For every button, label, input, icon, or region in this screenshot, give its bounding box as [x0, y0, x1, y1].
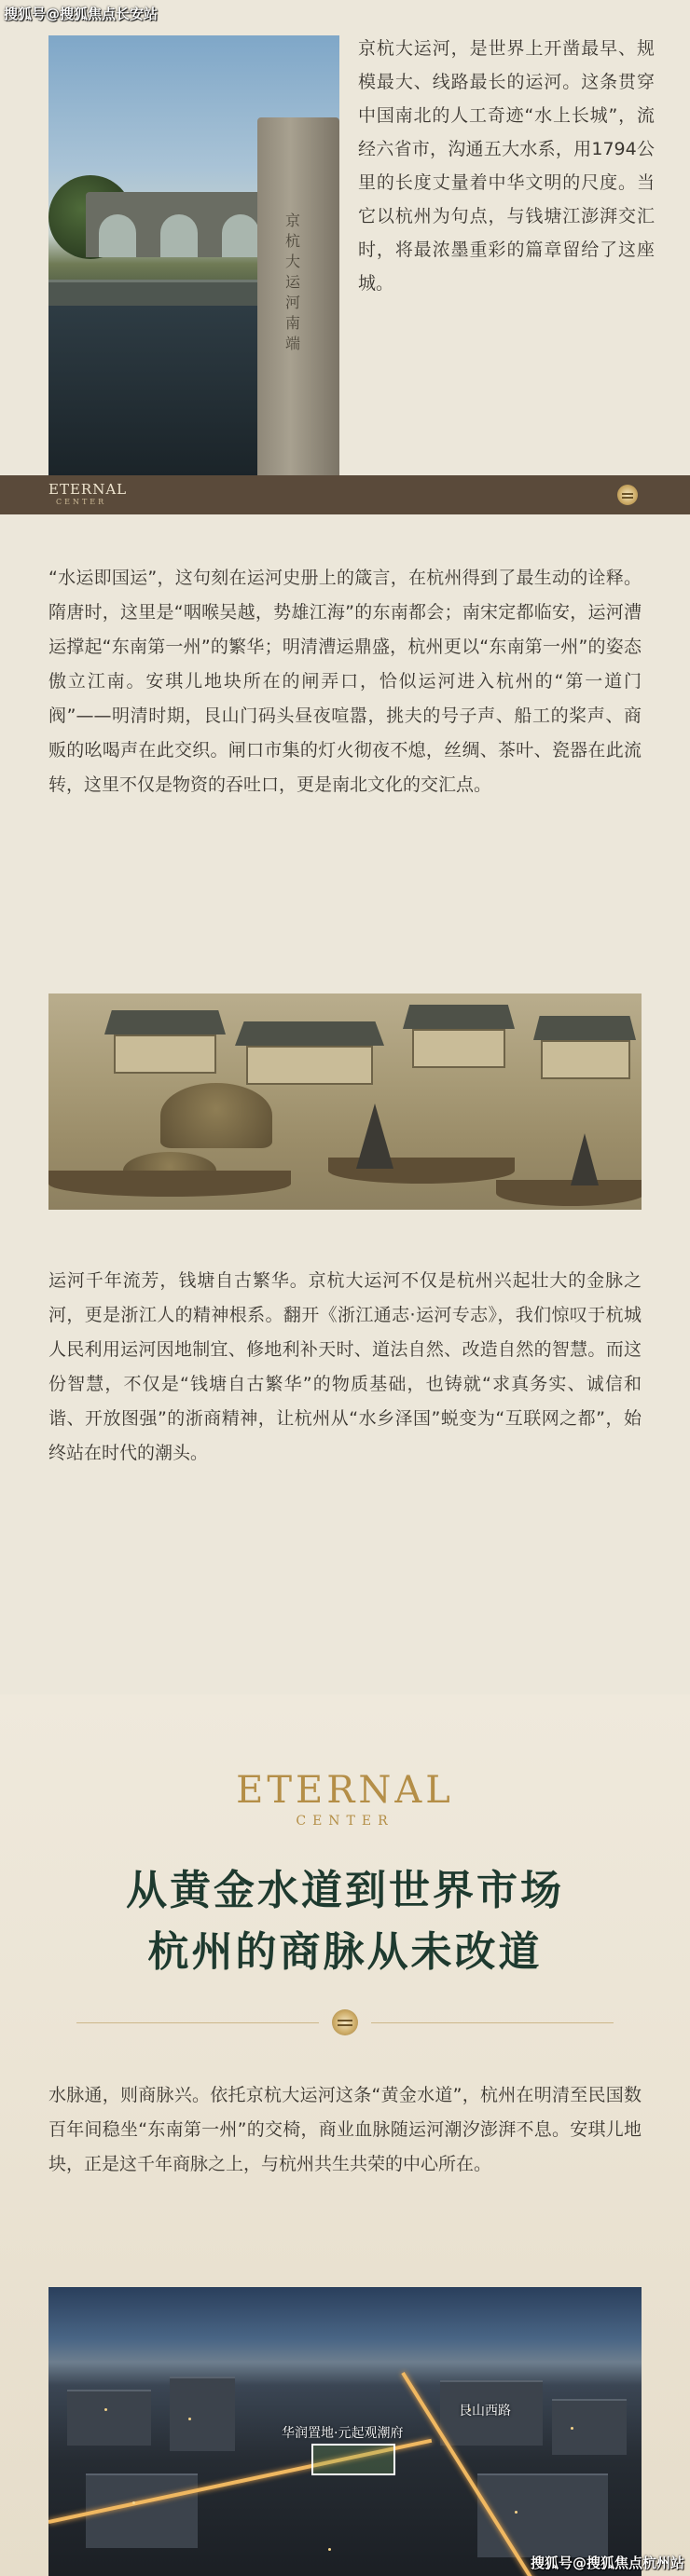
road-label: 艮山西路	[459, 2404, 511, 2418]
painting-roof	[533, 1016, 636, 1040]
watermark-top: 搜狐号@搜狐焦点长安站	[4, 6, 159, 22]
canal-stele-photo	[48, 35, 339, 475]
brand-bar	[0, 475, 690, 514]
stele-inscription: 京杭大运河南端	[285, 212, 301, 352]
headline-line-2: 杭州的商脉从未改道	[147, 1928, 543, 1976]
section-brand-sub: CENTER	[296, 1814, 394, 1829]
painting-house	[246, 1046, 373, 1085]
painting-house	[114, 1035, 216, 1074]
canal-painting	[48, 993, 642, 1210]
painting-sail	[356, 1103, 393, 1169]
painting-house	[541, 1040, 630, 1079]
city-aerial-photo	[48, 2287, 642, 2576]
divider-left	[76, 2022, 319, 2023]
painting-house	[412, 1029, 505, 1068]
section-emblem-icon	[332, 2009, 358, 2035]
project-site-marker	[311, 2444, 395, 2475]
painting-boat	[328, 1158, 515, 1184]
headline-line-1: 从黄金水道到世界市场	[126, 1867, 564, 1914]
intro-section	[0, 0, 690, 514]
painting-roof	[235, 1021, 384, 1046]
commerce-paragraph: 水脉通，则商脉兴。依托京杭大运河这条“黄金水道”，杭州在明清至民国数百年间稳坐“东南第一州”的交椅，商业血脉随运河潮汐澎湃不息。安琪儿地块，正是这千年商脉之上，与杭州共生共荣的中心所在。	[48, 2085, 642, 2174]
photo-stone-stele	[257, 117, 339, 475]
watermark-bottom: 搜狐号@搜狐焦点杭州站	[530, 2555, 684, 2571]
painting-cargo	[160, 1083, 272, 1148]
history-paragraph: “水运即国运”，这句刻在运河史册上的箴言，在杭州得到了最生动的诠释。隋唐时，这里是“咽喉吴越，势雄江海”的东南都会；南宋定都临安，运河漕运撑起“东南第一州”的繁华；明清漕运鼎盛，杭州更以“东南第一州”的姿态傲立江南。安琪儿地块所在的闸弄口，恰似运河进入杭州的“第一道门阀”——明清时期，艮山门码头昼夜喧嚣，挑夫的号子声、船工的桨声、商贩的吆喝声在此交织。闸口市集的灯火彻夜不熄，丝绸、茶叶、瓷器在此流转，这里不仅是物资的吞吐口，更是南北文化的交汇点。	[48, 568, 642, 795]
brand-logo-main: ETERNAL	[48, 481, 128, 498]
intro-text: 京杭大运河，是世界上开凿最早、规模最大、线路最长的运河。这条贯穿中国南北的人工奇迹“水上长城”，流经六省市，沟通五大水系，用1794公里的长度丈量着中华文明的尺度。当它以杭州为句点，与钱塘江澎湃交汇时，将最浓墨重彩的篇章留给了这座城。	[358, 38, 655, 294]
brand-logo-sub: CENTER	[56, 498, 107, 506]
brand-emblem-icon	[617, 485, 638, 505]
divider-right	[371, 2022, 614, 2023]
section-brand-main: ETERNAL	[236, 1769, 454, 1812]
painting-boat	[496, 1180, 642, 1206]
painting-roof	[104, 1010, 226, 1035]
photo-arch-bridge	[86, 192, 272, 257]
project-label: 华润置地·元起观潮府	[282, 2426, 404, 2441]
painting-sail	[571, 1133, 599, 1185]
painting-roof	[403, 1005, 515, 1029]
painting-boat	[48, 1171, 291, 1197]
culture-paragraph: 运河千年流芳，钱塘自古繁华。京杭大运河不仅是杭州兴起壮大的金脉之河，更是浙江人的精神根系。翻开《浙江通志·运河专志》，我们惊叹于杭城人民利用运河因地制宜、修地利补天时、道法自然、改造自然的智慧。而这份智慧，不仅是“钱塘自古繁华”的物质基础，也铸就“求真务实、诚信和谐、开放图强”的浙商精神，让杭州从“水乡泽国”蜕变为“互联网之都”，始终站在时代的潮头。	[48, 1270, 642, 1463]
